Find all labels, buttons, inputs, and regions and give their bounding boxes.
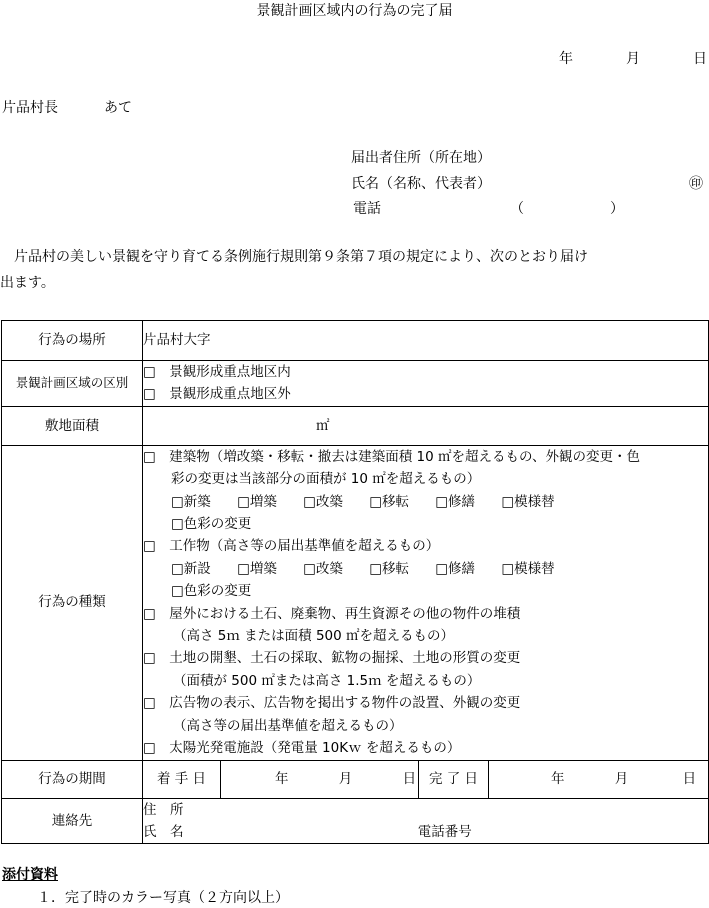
period-start-label: 着 手 日 (143, 760, 221, 798)
kind-options (143, 445, 709, 760)
period-start-date[interactable] (221, 760, 419, 798)
attachments-title: 添付資料 (2, 867, 58, 883)
document-title: 景観計画区域内の行為の完了届 (256, 3, 453, 19)
end-year-label: 年 (551, 770, 565, 787)
attachment-item-1: １．完了時のカラー写真（２方向以上） (37, 890, 289, 906)
kind-row (2, 445, 709, 760)
body-text-line2: 出ます。 (0, 275, 55, 291)
kind-building-line1[interactable]: □ 建築物（増改築・移転・撤去は建築面積 10 ㎡を超えるもの、外観の変更・色 (143, 448, 640, 465)
kind-land-line2: （面積が 500 ㎡または高さ 1.5ｍ を超えるもの） (173, 672, 481, 689)
building-opt-extend[interactable]: □増築 (237, 493, 277, 510)
kind-label: 行為の種類 (2, 445, 143, 760)
body-text-line1: 片品村の美しい景観を守り育てる条例施行規則第９条第７項の規定により、次のとおり届け (0, 249, 588, 265)
recipient-name: 片品村長 (2, 100, 58, 116)
structure-opt-repair[interactable]: □修繕 (435, 560, 476, 577)
end-month-label: 月 (614, 770, 629, 787)
structure-opt-rebuild[interactable]: □改築 (303, 560, 343, 577)
end-day-label: 日 (682, 770, 697, 787)
phone-paren-close: ） (610, 201, 624, 217)
district-label: 景観計画区域の区別 (2, 361, 143, 407)
period-label: 行為の期間 (2, 760, 143, 798)
contact-details (143, 798, 709, 844)
kind-land-line1[interactable]: □ 土地の開墾、土石の採取、鉱物の掘採、土地の形質の変更 (143, 650, 521, 667)
structure-suboptions (143, 558, 708, 580)
start-year-label: 年 (275, 770, 289, 787)
building-opt-new[interactable]: □新築 (171, 493, 211, 510)
area-row (2, 406, 709, 445)
building-suboptions (143, 491, 708, 513)
kind-solar-line1[interactable]: □ 太陽光発電施設（発電量 10Kｗ を超えるもの） (143, 740, 461, 757)
kind-ad-line1[interactable]: □ 広告物の表示、広告物を掲出する物件の設置、外観の変更 (143, 695, 521, 712)
location-value[interactable]: 片品村大字 (143, 321, 709, 361)
period-row (2, 760, 709, 798)
location-row (2, 321, 709, 361)
district-options (143, 361, 709, 407)
period-end-date[interactable] (489, 760, 709, 798)
contact-address-label[interactable]: 住 所 (143, 801, 184, 818)
date-day-label: 日 (693, 51, 707, 67)
area-value-cell[interactable] (143, 406, 709, 445)
form-table (1, 320, 709, 844)
structure-opt-new[interactable]: □新設 (171, 560, 211, 577)
area-label: 敷地面積 (2, 406, 143, 445)
structure-opt-move[interactable]: □移転 (369, 560, 409, 577)
location-label: 行為の場所 (2, 321, 143, 361)
applicant-address-label: 届出者住所（所在地） (351, 150, 491, 166)
start-day-label: 日 (402, 770, 417, 787)
phone-paren-open: （ (510, 201, 524, 217)
building-opt-move[interactable]: □移転 (369, 493, 409, 510)
date-year-label: 年 (559, 51, 573, 67)
period-end-label: 完 了 日 (419, 760, 489, 798)
contact-row (2, 798, 709, 844)
seal-mark: ㊞ (689, 176, 703, 192)
structure-opt-extend[interactable]: □増築 (237, 560, 277, 577)
building-opt-rebuild[interactable]: □改築 (303, 493, 343, 510)
kind-ad-line2: （高さ等の届出基準値を超えるもの） (173, 717, 403, 734)
area-unit: ㎡ (316, 417, 330, 434)
structure-opt-color[interactable]: □色彩の変更 (171, 583, 252, 600)
start-month-label: 月 (338, 770, 353, 787)
building-opt-repair[interactable]: □修繕 (435, 493, 476, 510)
structure-opt-remodel[interactable]: □模様替 (501, 560, 555, 577)
contact-label: 連絡先 (2, 798, 143, 844)
building-opt-remodel[interactable]: □模様替 (501, 493, 555, 510)
kind-outdoor-line2: （高さ 5ｍ または面積 500 ㎡を超えるもの） (173, 628, 455, 645)
kind-building-line2: 彩の変更は当該部分の面積が 10 ㎡を超えるもの） (171, 471, 481, 488)
building-opt-color[interactable]: □色彩の変更 (171, 516, 252, 533)
district-option-inside[interactable]: □ 景観形成重点地区内 (143, 364, 291, 380)
kind-outdoor-line1[interactable]: □ 屋外における土石、廃棄物、再生資源その他の物件の堆積 (143, 605, 521, 622)
date-month-label: 月 (626, 51, 640, 67)
district-option-outside[interactable]: □ 景観形成重点地区外 (143, 386, 291, 403)
district-row (2, 361, 709, 407)
contact-name-line (143, 821, 708, 843)
contact-name-label[interactable]: 氏 名 (143, 823, 184, 840)
applicant-name-label: 氏名（名称、代表者） (351, 176, 491, 192)
contact-phone-label[interactable]: 電話番号 (417, 823, 472, 840)
kind-structure-line1[interactable]: □ 工作物（高さ等の届出基準値を超えるもの） (143, 538, 440, 555)
recipient-honorific: あて (104, 100, 132, 116)
applicant-phone-label: 電話 (353, 201, 381, 217)
